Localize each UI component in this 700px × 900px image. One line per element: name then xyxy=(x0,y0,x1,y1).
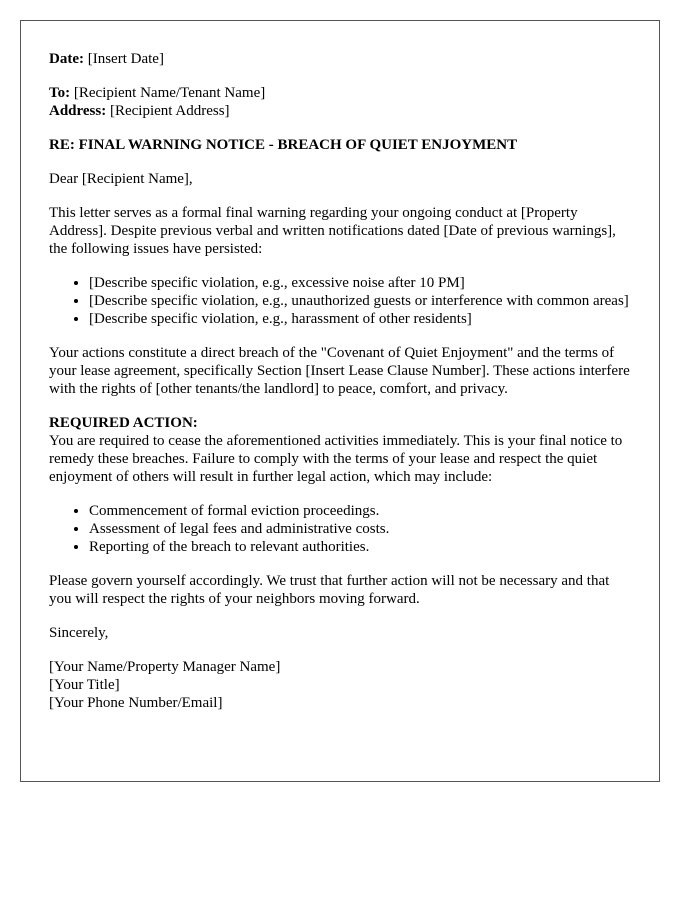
signoff: Sincerely, xyxy=(49,625,109,641)
closing-paragraph: Please govern yourself accordingly. We trust that further action will not be necessary and that you will respect the rights of your neighbors moving forward. xyxy=(49,573,610,607)
recipient-block xyxy=(49,84,631,120)
subject-line: RE: FINAL WARNING NOTICE - BREACH OF QUIET ENJOYMENT xyxy=(49,137,518,153)
address-line xyxy=(49,102,631,120)
letter-document xyxy=(20,20,660,782)
list-item: • Assessment of legal fees and administrative costs. xyxy=(89,520,631,538)
list-item: • Commencement of formal eviction proceedings. xyxy=(89,502,631,520)
list-item: • [Describe specific violation, e.g., excessive noise after 10 PM] xyxy=(89,274,631,292)
address-value: [Recipient Address] xyxy=(109,103,230,119)
intro-paragraph: This letter serves as a formal final warning regarding your ongoing conduct at [Property Address]. Despite previous verbal and written notifications dated [Date of previous warnings], the following issues have persisted: xyxy=(49,205,616,257)
list-item: • [Describe specific violation, e.g., unauthorized guests or interference with common areas] xyxy=(89,292,631,310)
list-item: • Reporting of the breach to relevant authorities. xyxy=(89,538,631,556)
signature-name: [Your Name/Property Manager Name] xyxy=(49,659,281,675)
list-item: • [Describe specific violation, e.g., harassment of other residents] xyxy=(89,310,631,328)
required-action-heading-text: REQUIRED ACTION: xyxy=(49,415,198,431)
address-label: Address: xyxy=(49,103,107,119)
date-label: Date: xyxy=(49,51,84,67)
required-action-section xyxy=(49,414,631,486)
required-action-text: You are required to cease the aforementioned activities immediately. This is your final notice to remedy these breaches. Failure to comply with the terms of your lease and respect the quiet enjoyment of others will result in further legal action, which may include: xyxy=(49,433,623,485)
signature-contact: [Your Phone Number/Email] xyxy=(49,695,223,711)
salutation: Dear [Recipient Name], xyxy=(49,171,193,187)
required-action-heading xyxy=(49,414,631,432)
date-value: [Insert Date] xyxy=(87,51,164,67)
signature-title: [Your Title] xyxy=(49,677,120,693)
signature-block xyxy=(49,658,631,712)
to-label: To: xyxy=(49,85,71,101)
to-value: [Recipient Name/Tenant Name] xyxy=(73,85,266,101)
consequences-list xyxy=(49,502,631,556)
violations-list xyxy=(49,274,631,328)
breach-paragraph: Your actions constitute a direct breach of the "Covenant of Quiet Enjoyment" and the terms of your lease agreement, specifically Section [Insert Lease Clause Number]. These actions interfere with the rights of [other tenants/the landlord] to peace, comfort, and privacy. xyxy=(49,345,630,397)
to-line xyxy=(49,84,631,102)
date-line xyxy=(49,50,631,68)
